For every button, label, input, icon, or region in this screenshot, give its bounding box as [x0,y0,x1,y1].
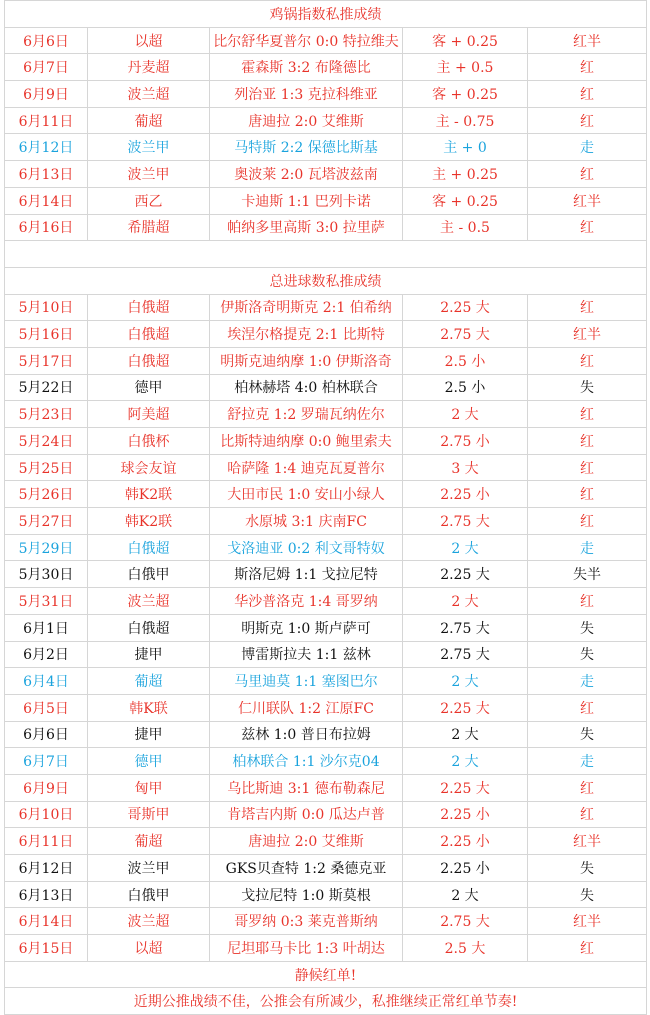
cell-match: 卡迪斯 1:1 巴列卡诺 [210,187,403,214]
table-row [5,641,647,668]
table-row [5,828,647,855]
cell-pick: 2.75 大 [403,908,528,935]
cell-pick: 2 大 [403,668,528,695]
cell-result: 失 [528,881,647,908]
cell-pick: 2 大 [403,588,528,615]
cell-date: 6月16日 [5,214,88,241]
cell-date: 6月2日 [5,641,88,668]
cell-date: 5月27日 [5,508,88,535]
wait-row [5,961,647,988]
cell-league: 白俄超 [88,534,210,561]
cell-date: 5月16日 [5,321,88,348]
cell-pick: 3 大 [403,454,528,481]
cell-pick: 2.75 小 [403,428,528,455]
cell-league: 波兰超 [88,908,210,935]
cell-pick: 主 - 0.5 [403,214,528,241]
cell-league: 德甲 [88,748,210,775]
cell-match: 列治亚 1:3 克拉科维亚 [210,81,403,108]
section1-title-row [5,1,647,28]
cell-match: 帕纳多里高斯 3:0 拉里萨 [210,214,403,241]
cell-result: 走 [528,748,647,775]
cell-match: 柏林赫塔 4:0 柏林联合 [210,374,403,401]
cell-result: 红 [528,935,647,962]
cell-league: 白俄超 [88,614,210,641]
cell-pick: 2.75 大 [403,614,528,641]
cell-result: 红 [528,54,647,81]
cell-pick: 主 + 0.5 [403,54,528,81]
cell-pick: 客 + 0.25 [403,187,528,214]
cell-pick: 2 大 [403,881,528,908]
cell-league: 葡超 [88,107,210,134]
cell-league: 波兰超 [88,81,210,108]
footer-note: 近期公推战绩不佳，公推会有所减少，私推继续正常红单节奏! [5,988,647,1015]
table-row [5,81,647,108]
cell-date: 5月31日 [5,588,88,615]
cell-result: 红半 [528,187,647,214]
cell-match: 大田市民 1:0 安山小绿人 [210,481,403,508]
cell-date: 6月5日 [5,694,88,721]
cell-pick: 2 大 [403,534,528,561]
table-row [5,694,647,721]
cell-date: 6月7日 [5,54,88,81]
cell-pick: 主 - 0.75 [403,107,528,134]
cell-date: 6月9日 [5,81,88,108]
cell-date: 6月1日 [5,614,88,641]
cell-date: 6月12日 [5,855,88,882]
cell-league: 希腊超 [88,214,210,241]
cell-match: 马特斯 2:2 保德比斯基 [210,134,403,161]
cell-date: 5月10日 [5,294,88,321]
table-row [5,481,647,508]
cell-match: 水原城 3:1 庆南FC [210,508,403,535]
table-row [5,294,647,321]
cell-date: 6月6日 [5,27,88,54]
cell-match: 埃涅尔格提克 2:1 比斯特 [210,321,403,348]
cell-result: 走 [528,534,647,561]
cell-league: 阿美超 [88,401,210,428]
cell-result: 红 [528,801,647,828]
table-row [5,614,647,641]
cell-pick: 2.5 小 [403,374,528,401]
cell-match: 哥罗纳 0:3 莱克普斯纳 [210,908,403,935]
cell-pick: 2.75 大 [403,508,528,535]
section2-title-row [5,267,647,294]
cell-date: 6月13日 [5,881,88,908]
table-row [5,374,647,401]
cell-result: 红 [528,161,647,188]
cell-pick: 2.25 大 [403,694,528,721]
cell-league: 葡超 [88,668,210,695]
cell-league: 韩K联 [88,694,210,721]
table-row [5,801,647,828]
cell-match: 斯洛尼姆 1:1 戈拉尼特 [210,561,403,588]
cell-match: 仁川联队 1:2 江原FC [210,694,403,721]
cell-pick: 客 + 0.25 [403,27,528,54]
cell-result: 红 [528,81,647,108]
cell-date: 6月6日 [5,721,88,748]
cell-pick: 2.75 大 [403,321,528,348]
table-row [5,561,647,588]
cell-result: 红半 [528,321,647,348]
cell-league: 匈甲 [88,774,210,801]
table-row [5,347,647,374]
cell-league: 白俄甲 [88,881,210,908]
table-row [5,27,647,54]
table-row [5,935,647,962]
section1-title: 鸡锅指数私推成绩 [5,1,647,28]
table-row [5,588,647,615]
table-row [5,428,647,455]
table-row [5,187,647,214]
cell-result: 红 [528,694,647,721]
cell-result: 失半 [528,561,647,588]
table-row [5,908,647,935]
cell-date: 6月4日 [5,668,88,695]
cell-pick: 2 大 [403,748,528,775]
cell-match: 戈洛迪亚 0:2 利文哥特奴 [210,534,403,561]
cell-date: 6月11日 [5,828,88,855]
table-row [5,774,647,801]
table-row [5,748,647,775]
cell-league: 波兰甲 [88,855,210,882]
cell-match: 马里迪莫 1:1 塞图巴尔 [210,668,403,695]
cell-result: 红 [528,214,647,241]
cell-match: 博雷斯拉夫 1:1 兹林 [210,641,403,668]
cell-date: 6月7日 [5,748,88,775]
cell-pick: 2.5 小 [403,347,528,374]
cell-result: 红 [528,401,647,428]
cell-result: 红半 [528,908,647,935]
cell-league: 韩K2联 [88,508,210,535]
table-row [5,668,647,695]
cell-league: 白俄杯 [88,428,210,455]
cell-league: 以超 [88,935,210,962]
cell-match: 比尔舒华夏普尔 0:0 特拉维夫 [210,27,403,54]
cell-league: 葡超 [88,828,210,855]
cell-result: 红 [528,347,647,374]
cell-league: 捷甲 [88,641,210,668]
cell-match: 明斯克 1:0 斯卢萨可 [210,614,403,641]
cell-pick: 主 + 0 [403,134,528,161]
cell-result: 红 [528,454,647,481]
cell-match: 兹林 1:0 普日布拉姆 [210,721,403,748]
cell-match: 华沙普洛克 1:4 哥罗纳 [210,588,403,615]
table-row [5,134,647,161]
table-row [5,107,647,134]
table-row [5,454,647,481]
wait-text: 静候红单! [5,961,647,988]
cell-pick: 2.25 大 [403,774,528,801]
cell-league: 白俄超 [88,321,210,348]
cell-match: 奥波莱 2:0 瓦塔波兹南 [210,161,403,188]
table-row [5,321,647,348]
cell-date: 5月22日 [5,374,88,401]
table-row [5,508,647,535]
cell-result: 红 [528,774,647,801]
table-row [5,855,647,882]
cell-result: 走 [528,134,647,161]
cell-match: 舒拉克 1:2 罗瑞瓦纳佐尔 [210,401,403,428]
cell-league: 波兰甲 [88,134,210,161]
cell-pick: 2.25 大 [403,561,528,588]
cell-pick: 2.25 小 [403,828,528,855]
cell-league: 球会友谊 [88,454,210,481]
table-row [5,534,647,561]
cell-league: 波兰超 [88,588,210,615]
cell-date: 5月29日 [5,534,88,561]
cell-match: 唐迪拉 2:0 艾维斯 [210,107,403,134]
cell-match: 柏林联合 1:1 沙尔克04 [210,748,403,775]
cell-pick: 2.25 小 [403,801,528,828]
cell-date: 5月24日 [5,428,88,455]
cell-league: 白俄甲 [88,561,210,588]
cell-result: 红半 [528,828,647,855]
cell-pick: 2 大 [403,401,528,428]
cell-result: 红 [528,294,647,321]
cell-league: 德甲 [88,374,210,401]
cell-date: 5月26日 [5,481,88,508]
cell-league: 捷甲 [88,721,210,748]
cell-match: 唐迪拉 2:0 艾维斯 [210,828,403,855]
cell-result: 红半 [528,27,647,54]
table-row [5,401,647,428]
blank-row [5,241,647,268]
cell-pick: 2 大 [403,721,528,748]
cell-result: 失 [528,721,647,748]
cell-result: 失 [528,374,647,401]
table-row [5,214,647,241]
cell-league: 丹麦超 [88,54,210,81]
cell-match: GKS贝查特 1:2 桑德克亚 [210,855,403,882]
cell-pick: 客 + 0.25 [403,81,528,108]
cell-league: 韩K2联 [88,481,210,508]
cell-match: 肯塔吉内斯 0:0 瓜达卢普 [210,801,403,828]
cell-result: 红 [528,508,647,535]
cell-date: 5月25日 [5,454,88,481]
cell-pick: 2.25 小 [403,481,528,508]
table-row [5,881,647,908]
cell-match: 乌比斯迪 3:1 德布勒森尼 [210,774,403,801]
cell-league: 哥斯甲 [88,801,210,828]
cell-date: 5月17日 [5,347,88,374]
cell-date: 6月14日 [5,187,88,214]
cell-match: 比斯特迪纳摩 0:0 鲍里索夫 [210,428,403,455]
cell-date: 6月14日 [5,908,88,935]
cell-pick: 2.5 大 [403,935,528,962]
cell-date: 6月12日 [5,134,88,161]
cell-result: 红 [528,428,647,455]
section2-title: 总进球数私推成绩 [5,267,647,294]
cell-result: 失 [528,614,647,641]
cell-result: 失 [528,855,647,882]
cell-result: 红 [528,588,647,615]
cell-date: 6月9日 [5,774,88,801]
cell-result: 红 [528,107,647,134]
results-sheet [4,0,647,1015]
cell-match: 哈萨隆 1:4 迪克瓦夏普尔 [210,454,403,481]
cell-pick: 主 + 0.25 [403,161,528,188]
cell-date: 5月30日 [5,561,88,588]
cell-date: 6月13日 [5,161,88,188]
cell-match: 尼坦耶马卡比 1:3 叶胡达 [210,935,403,962]
cell-league: 以超 [88,27,210,54]
cell-pick: 2.25 大 [403,294,528,321]
cell-match: 伊斯洛奇明斯克 2:1 伯希纳 [210,294,403,321]
blank-cell [5,241,647,268]
cell-match: 霍森斯 3:2 布隆德比 [210,54,403,81]
cell-date: 6月10日 [5,801,88,828]
cell-result: 走 [528,668,647,695]
table-row [5,721,647,748]
cell-match: 戈拉尼特 1:0 斯莫根 [210,881,403,908]
cell-pick: 2.75 大 [403,641,528,668]
table-row [5,161,647,188]
cell-league: 波兰甲 [88,161,210,188]
cell-league: 西乙 [88,187,210,214]
cell-result: 失 [528,641,647,668]
note-row [5,988,647,1015]
table-row [5,54,647,81]
cell-date: 6月15日 [5,935,88,962]
cell-match: 明斯克迪纳摩 1:0 伊斯洛奇 [210,347,403,374]
cell-result: 红 [528,481,647,508]
cell-pick: 2.25 小 [403,855,528,882]
cell-league: 白俄超 [88,294,210,321]
cell-date: 5月23日 [5,401,88,428]
cell-league: 白俄超 [88,347,210,374]
cell-date: 6月11日 [5,107,88,134]
